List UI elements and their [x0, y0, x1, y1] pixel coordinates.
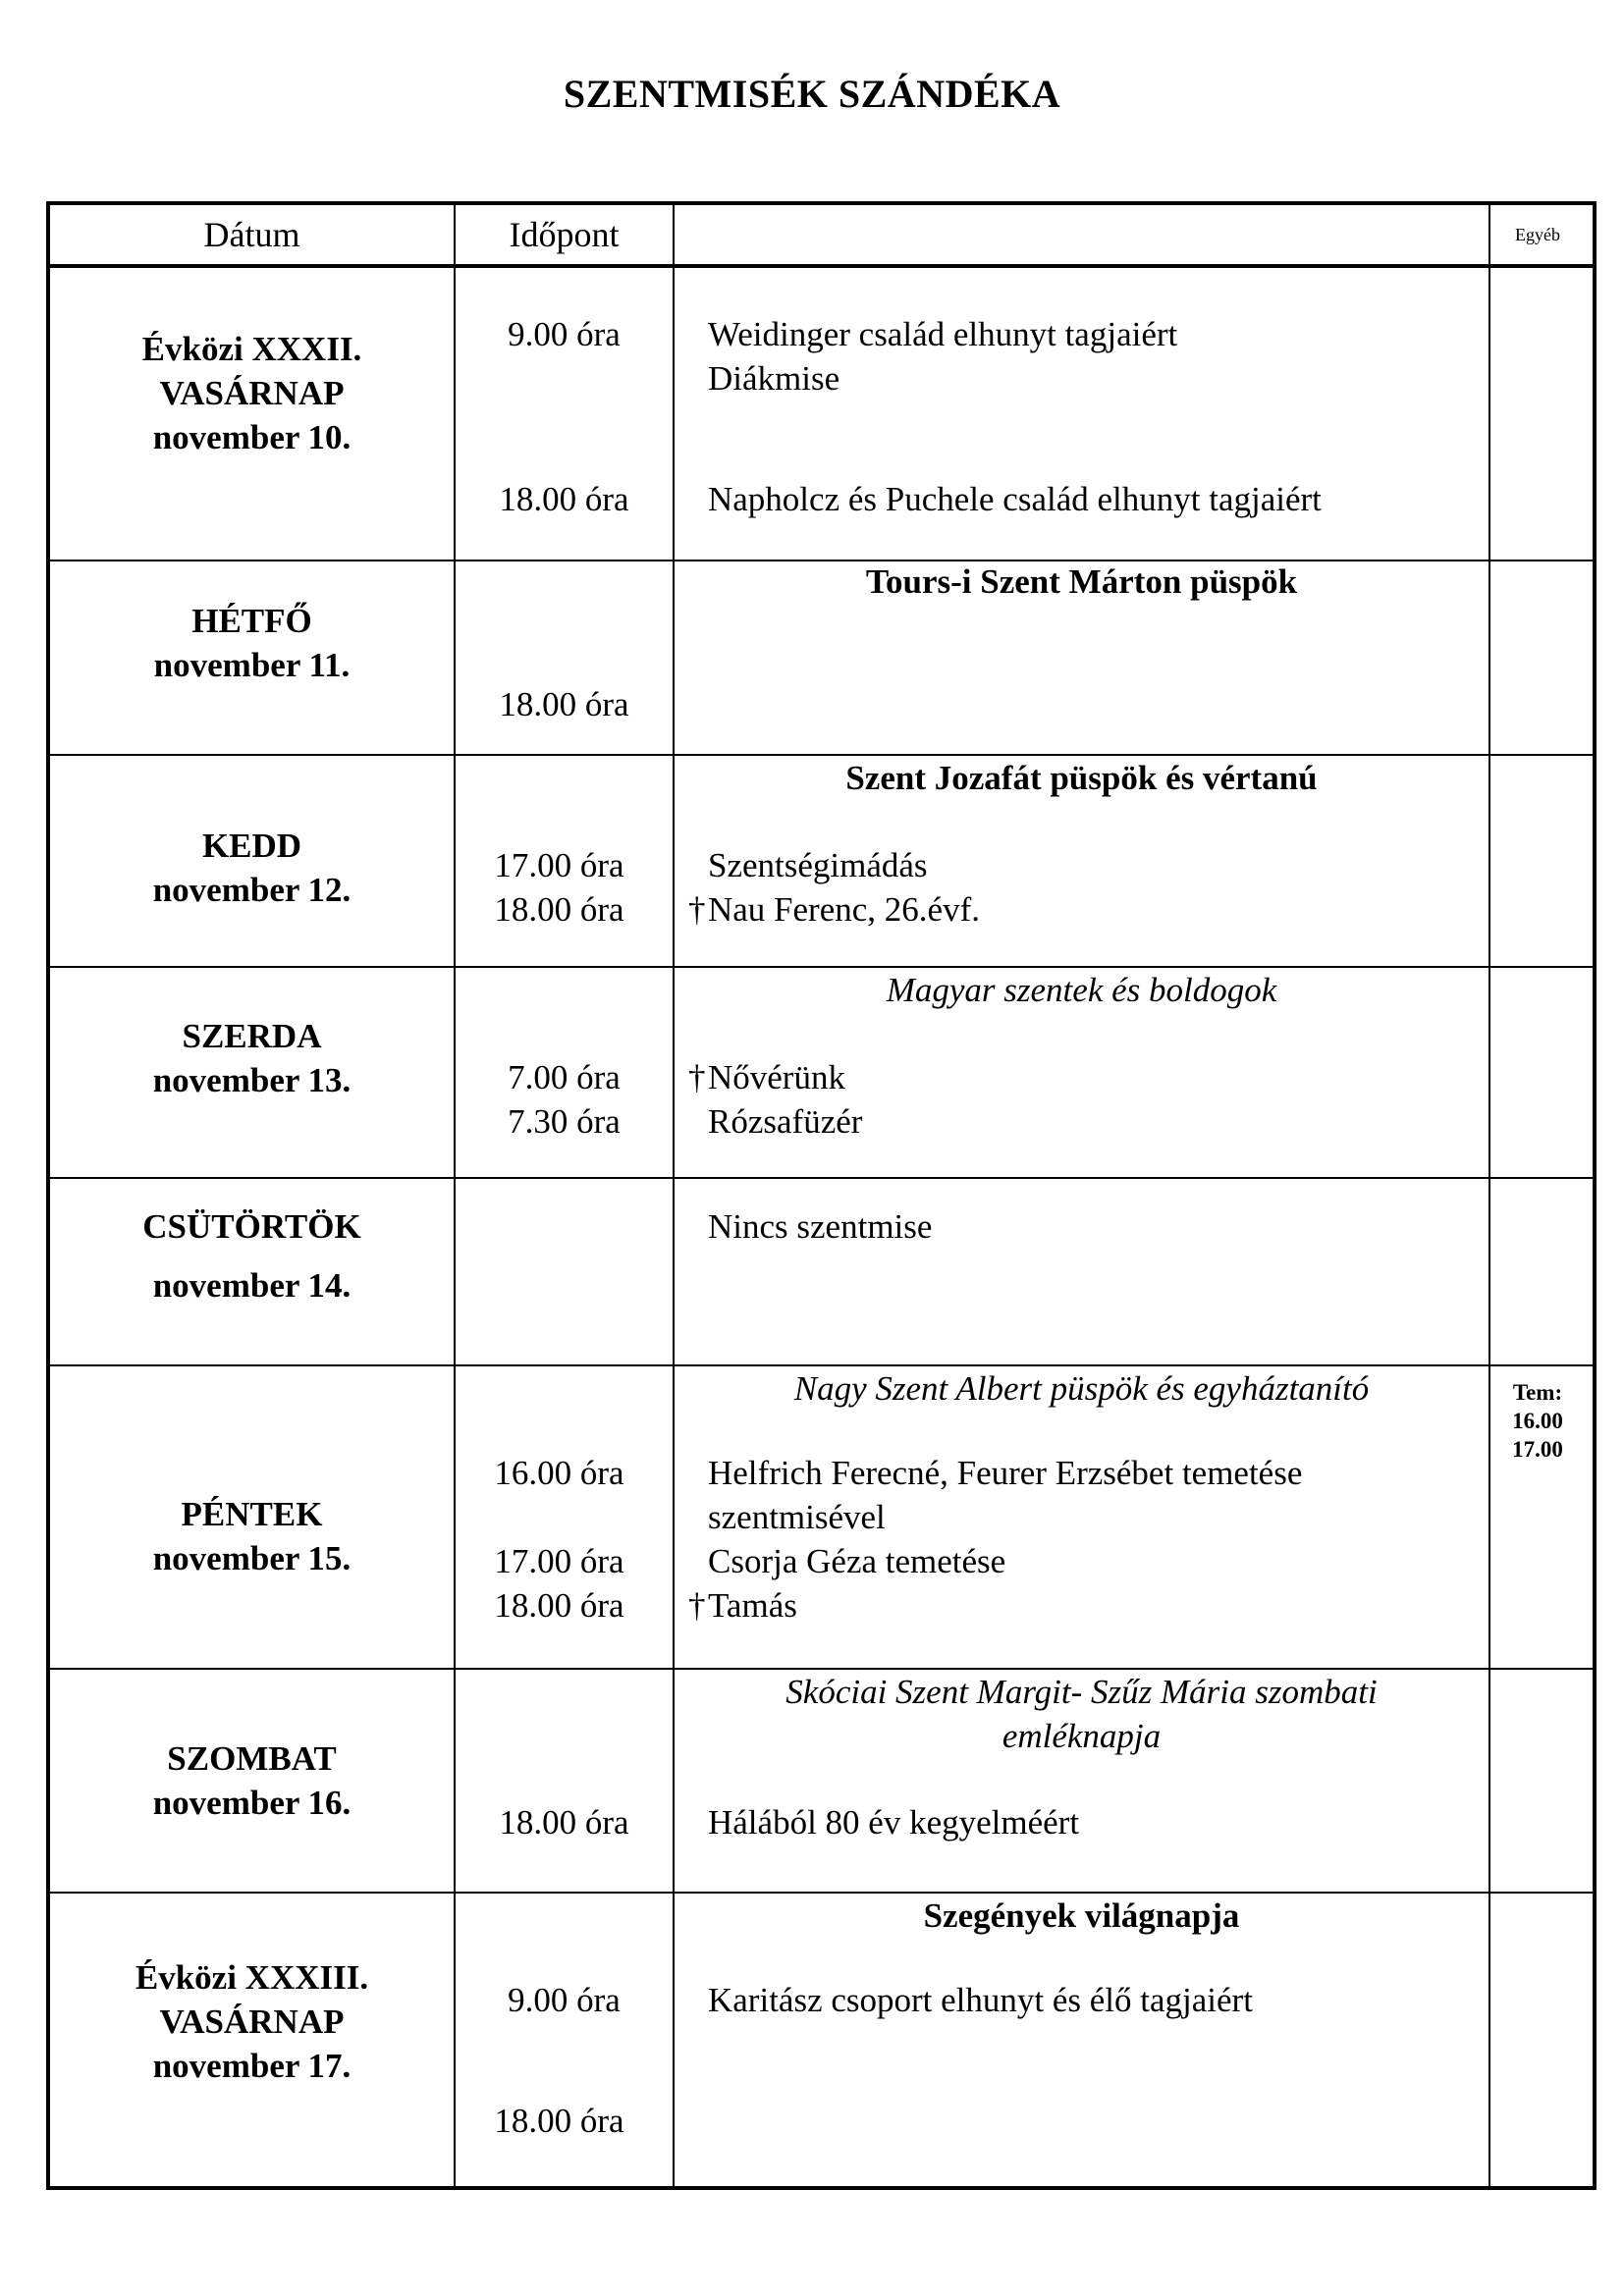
header-intention: [673, 205, 1489, 264]
header-date: Dátum: [203, 215, 300, 254]
intention-cell: [673, 968, 1489, 1177]
day-date: november 11.: [153, 646, 351, 684]
day-name: CSÜTÖRTÖK: [142, 1207, 361, 1246]
mass-time: 18.00 óra: [494, 890, 624, 929]
table-row: [50, 1177, 1593, 1364]
intention-text: Nincs szentmise: [708, 1207, 933, 1246]
time-cell: [454, 1894, 673, 2186]
feast-title: Tours-i Szent Márton püspök: [865, 562, 1298, 601]
date-cell: [50, 268, 454, 560]
table-row: [50, 966, 1593, 1177]
table-row: [50, 1364, 1593, 1668]
header-time: Időpont: [454, 205, 673, 264]
mass-time: 7.00 óra: [508, 1058, 621, 1096]
other-note-time: 17.00: [1512, 1437, 1563, 1462]
intention-text: Napholcz és Puchele család elhunyt tagjaiért: [708, 480, 1322, 518]
intention-cell: [673, 1366, 1489, 1668]
day-date: november 17.: [152, 2047, 352, 2085]
intention-text: Hálából 80 év kegyelméért: [708, 1803, 1080, 1842]
mass-time: 7.30 óra: [508, 1102, 621, 1141]
intention-cell: [673, 1894, 1489, 2186]
day-date: november 15.: [152, 1539, 352, 1577]
time-cell: [454, 756, 673, 966]
other-cell: [1489, 1366, 1585, 1668]
intention-text: Nővérünk: [708, 1058, 845, 1096]
intention-cell: [673, 561, 1489, 754]
mass-time: 18.00 óra: [494, 2102, 624, 2140]
day-name: Évközi XXXIII.: [135, 1958, 369, 1997]
feast-title: Szegények világnapja: [923, 1896, 1240, 1935]
day-date: november 12.: [152, 871, 352, 909]
other-cell: [1489, 756, 1585, 966]
intention-cell: [673, 1179, 1489, 1364]
mass-time: 18.00 óra: [499, 685, 629, 723]
day-name: Évközi XXXII.: [141, 330, 362, 368]
intention-text: Tamás: [708, 1586, 797, 1625]
feast-title: Skóciai Szent Margit- Szűz Mária szombati: [785, 1673, 1378, 1711]
intention-text: Csorja Géza temetése: [708, 1542, 1006, 1580]
mass-time: 17.00 óra: [494, 846, 624, 884]
other-cell: [1489, 1670, 1585, 1892]
time-cell: [454, 968, 673, 1177]
other-note-label: Tem:: [1512, 1380, 1563, 1405]
feast-title: Nagy Szent Albert püspök és egyháztanító: [793, 1369, 1370, 1408]
table-row: [50, 1892, 1593, 2186]
intention-text: Weidinger család elhunyt tagjaiért: [708, 315, 1178, 353]
mass-time: 16.00 óra: [494, 1454, 624, 1492]
page-title: SZENTMISÉK SZÁNDÉKA: [563, 72, 1061, 116]
intention-text: Rózsafüzér: [708, 1102, 863, 1141]
other-cell: [1489, 268, 1585, 560]
mass-time: 9.00 óra: [508, 1981, 621, 2019]
date-cell: [50, 1366, 454, 1668]
day-name: KEDD: [201, 827, 302, 865]
time-cell: [454, 268, 673, 560]
mass-time: 18.00 óra: [499, 1803, 629, 1842]
time-cell: [454, 561, 673, 754]
date-cell: [50, 756, 454, 966]
other-cell: [1489, 1894, 1585, 2186]
day-name: SZERDA: [182, 1017, 322, 1055]
feast-title: Szent Jozafát püspök és vértanú: [845, 759, 1318, 797]
day-name: SZOMBAT: [167, 1739, 337, 1778]
day-name: PÉNTEK: [181, 1495, 323, 1533]
time-cell: [454, 1179, 673, 1364]
day-date: november 14.: [152, 1266, 352, 1305]
other-note-time: 16.00: [1512, 1409, 1563, 1433]
day-name: HÉTFŐ: [191, 602, 312, 640]
table-row: [50, 560, 1593, 754]
feast-title: Magyar szentek és boldogok: [886, 971, 1277, 1009]
day-name: VASÁRNAP: [159, 374, 345, 412]
cross-icon: †: [688, 890, 706, 929]
intention-text: Karitász csoport elhunyt és élő tagjaiért: [708, 1981, 1253, 2019]
date-cell: [50, 968, 454, 1177]
intention-cell: [673, 268, 1489, 560]
intention-cell: [673, 756, 1489, 966]
time-cell: [454, 1670, 673, 1892]
cross-icon: †: [688, 1586, 706, 1625]
date-cell: [50, 1670, 454, 1892]
mass-time: 9.00 óra: [508, 315, 621, 353]
cross-icon: †: [688, 1058, 706, 1096]
table-row: [50, 754, 1593, 966]
table-row: [50, 268, 1593, 560]
intention-text: szentmisével: [708, 1498, 886, 1536]
mass-time: 18.00 óra: [494, 1586, 624, 1625]
mass-schedule-table: [46, 201, 1597, 2190]
day-date: november 13.: [152, 1061, 352, 1099]
intention-text: Helfrich Ferecné, Feurer Erzsébet temetése: [708, 1454, 1303, 1492]
intention-text: Diákmise: [708, 359, 840, 398]
other-cell: [1489, 1179, 1585, 1364]
day-date: november 10.: [152, 418, 352, 456]
mass-time: 18.00 óra: [499, 480, 629, 518]
other-cell: [1489, 968, 1585, 1177]
day-date: november 16.: [152, 1784, 352, 1822]
feast-title: emléknapja: [1001, 1717, 1162, 1755]
header-other: Egyéb: [1489, 205, 1585, 264]
intention-text: Szentségimádás: [708, 846, 928, 884]
date-cell: [50, 1179, 454, 1364]
date-cell: [50, 1894, 454, 2186]
date-cell: [50, 561, 454, 754]
table-row: [50, 1668, 1593, 1892]
intention-cell: [673, 1670, 1489, 1892]
table-header: [50, 205, 1593, 268]
day-name: VASÁRNAP: [159, 2002, 345, 2041]
other-cell: [1489, 561, 1585, 754]
intention-text: Nau Ferenc, 26.évf.: [708, 890, 980, 929]
mass-time: 17.00 óra: [494, 1542, 624, 1580]
time-cell: [454, 1366, 673, 1668]
